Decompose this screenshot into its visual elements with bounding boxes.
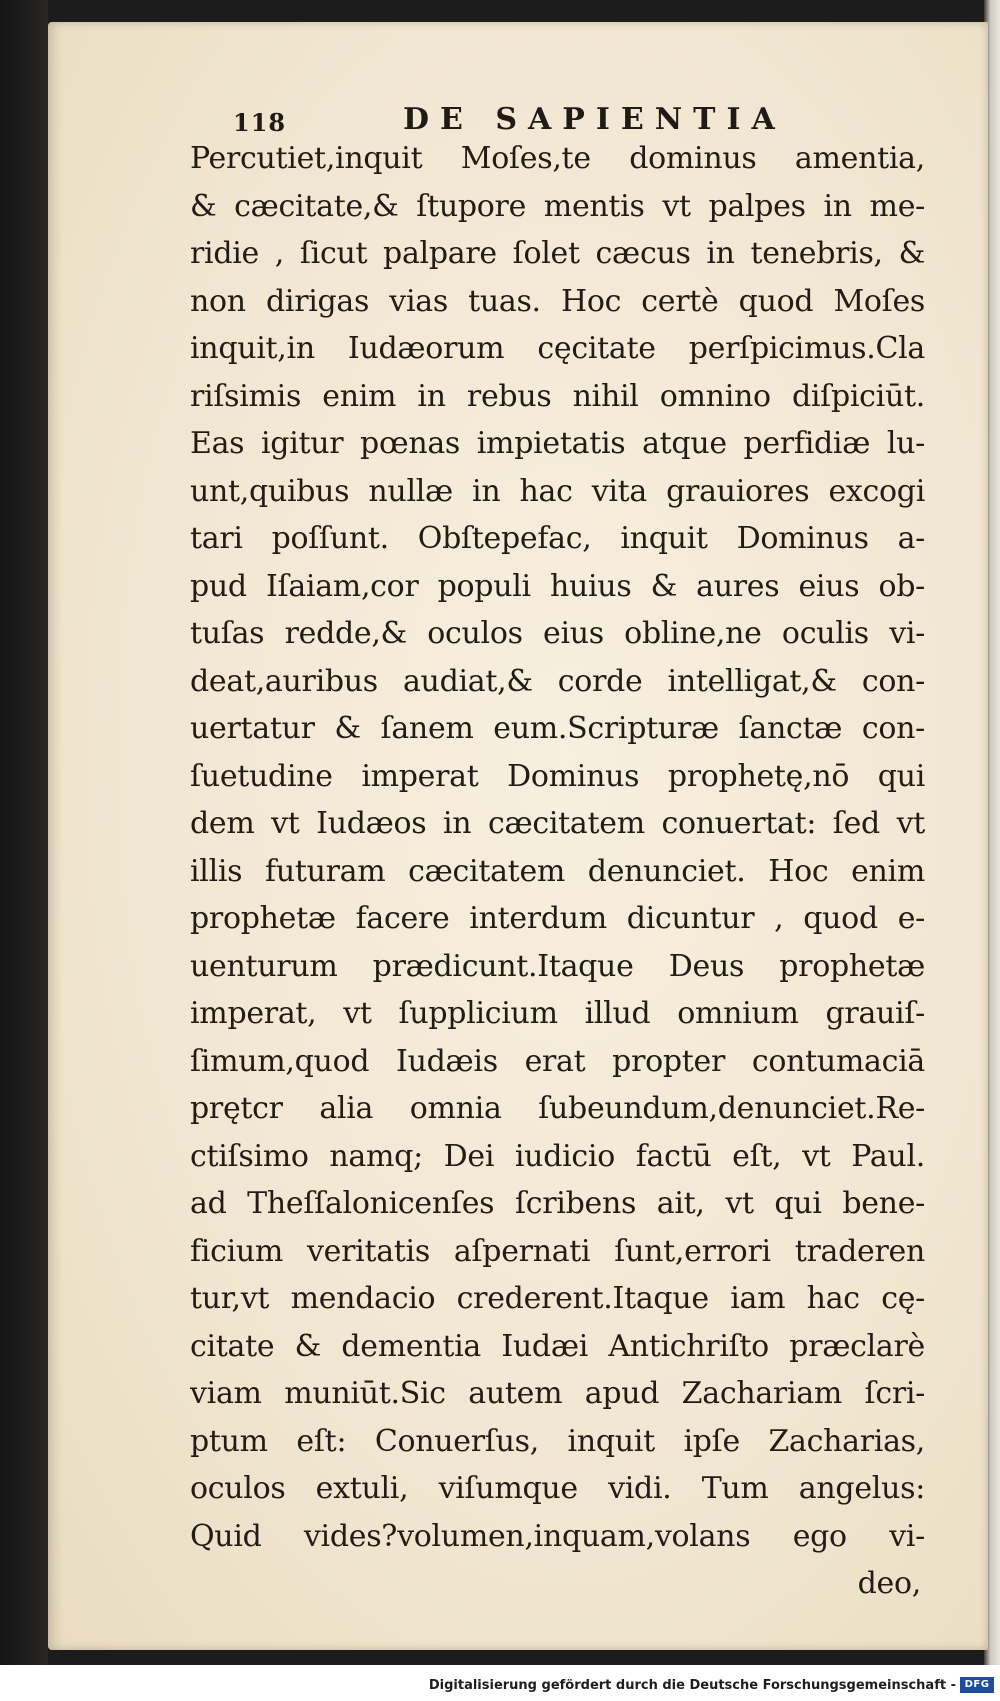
text-line: imperat, vt ſupplicium illud omnium grauiſ- [190, 996, 925, 1031]
text-line: Percutiet,inquit Moſes,te dominus amentia, [190, 141, 925, 176]
text-line: ſuetudine imperat Dominus prophetę,nō qui [190, 758, 925, 794]
text-line: ſimum,quod Iudæis erat propter contumaciā [190, 1043, 925, 1079]
text-line: prętcr alia omnia ſubeundum,denunciet.Re- [190, 1091, 925, 1126]
text-line: ctiſsimo namq; Dei iudicio factū eſt, vt Paul. [190, 1138, 925, 1174]
page-number: 118 [233, 108, 287, 137]
dfg-logo-icon: DFG [960, 1677, 994, 1693]
text-line: pud Iſaiam,cor populi huius & aures eius ob- [190, 568, 925, 604]
text-line: dem vt Iudæos in cæcitatem conuertat: ſed vt [190, 806, 925, 841]
text-line: viam muniūt.Sic autem apud Zachariam ſcri- [190, 1376, 925, 1411]
text-line: & cæcitate,& ſtupore mentis vt palpes in me- [190, 188, 925, 224]
text-line: unt,quibus nullæ in hac vita grauiores excogi [190, 473, 925, 509]
text-line: uertatur & ſanem eum.Scripturæ ſanctæ con- [190, 711, 925, 746]
text-line: uenturum prædicunt.Itaque Deus prophetæ [190, 948, 925, 984]
text-line: illis futuram cæcitatem denunciet. Hoc enim [190, 853, 925, 889]
text-line: ficium veritatis aſpernati ſunt,errori traderen [190, 1233, 925, 1269]
text-line: tuſas redde,& oculos eius obline,ne oculis vi- [190, 616, 925, 651]
text-line: inquit,in Iudæorum cęcitate perſpicimus.Cla [190, 331, 925, 366]
book-gutter-shadow [0, 0, 48, 1701]
footer-bar [0, 1665, 1000, 1701]
text-line: tur,vt mendacio crederent.Itaque iam hac cę- [190, 1281, 925, 1316]
text-line: Quid vides?volumen,inquam,volans ego vi- [190, 1518, 925, 1554]
text-line: Eas igitur pœnas impietatis atque perfidiæ lu- [190, 426, 925, 461]
text-line: prophetæ facere interdum dicuntur , quod e- [190, 901, 925, 936]
text-line: oculos extuli, viſumque vidi. Tum angelus: [190, 1471, 925, 1506]
text-line: ridie , ſicut palpare ſolet cæcus in tenebris, & [190, 236, 925, 271]
text-line: ad Theſſalonicenſes ſcribens ait, vt qui bene- [190, 1186, 925, 1221]
text-line: citate & dementia Iudæi Antichriſto præclarè [190, 1328, 925, 1364]
text-line: deat,auribus audiat,& corde intelligat,& con- [190, 663, 925, 699]
text-line: tari poſſunt. Obſtepefac, inquit Dominus a- [190, 521, 925, 556]
text-line: non dirigas vias tuas. Hoc certè quod Moſes [190, 283, 925, 319]
text-line: ptum eſt: Conuerſus, inquit ipſe Zacharias, [190, 1423, 925, 1459]
catchword-line: deo, [857, 1566, 921, 1601]
running-title: DE SAPIENTIA [403, 102, 786, 137]
body-text [190, 135, 925, 1608]
text-line: riſsimis enim in rebus nihil omnino diſpiciūt. [190, 378, 925, 414]
funding-credit: Digitalisierung gefördert durch die Deutsche Forschungsgemeinschaft - [428, 1678, 956, 1693]
